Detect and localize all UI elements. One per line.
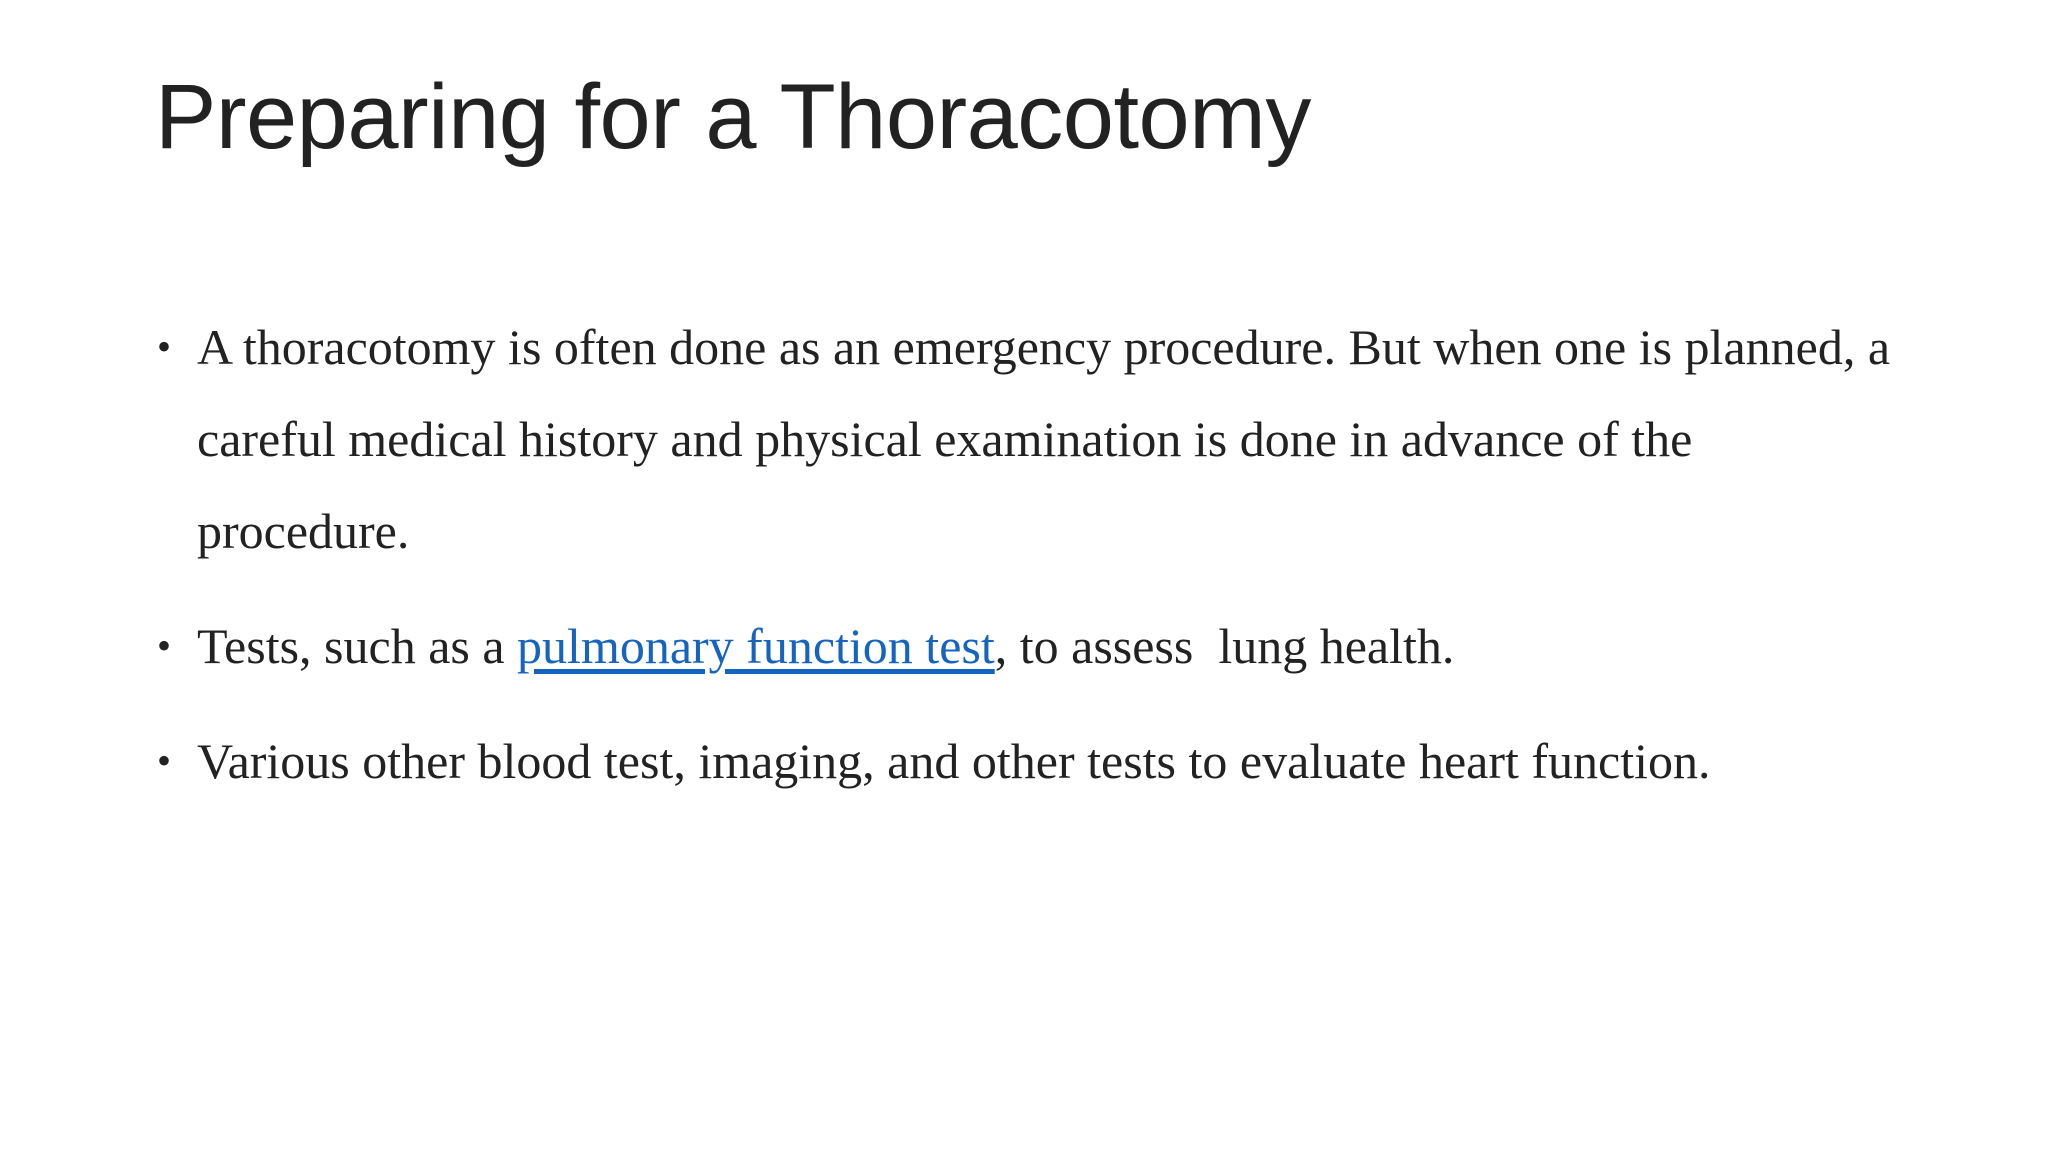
pulmonary-function-test-link[interactable]: pulmonary function test: [517, 618, 995, 674]
bullet-icon: •: [157, 623, 172, 668]
bullet-icon: •: [157, 324, 172, 369]
bullet-text: A thoracotomy is often done as an emergency procedure. But when one is planned, a careful medical history and physical examination is done in advance of the procedure.: [197, 319, 1891, 559]
bullet-item: [157, 715, 1917, 807]
bullet-icon: •: [157, 738, 172, 783]
bullet-item: [157, 301, 1917, 577]
bullet-text: Various other blood test, imaging, and other tests to evaluate heart function.: [197, 733, 1711, 789]
bullet-text: , to assess lung health.: [994, 618, 1455, 674]
slide-title: Preparing for a Thoracotomy: [155, 66, 1311, 168]
bullet-item: [157, 600, 1917, 692]
bullet-text: Tests, such as a: [197, 618, 518, 674]
